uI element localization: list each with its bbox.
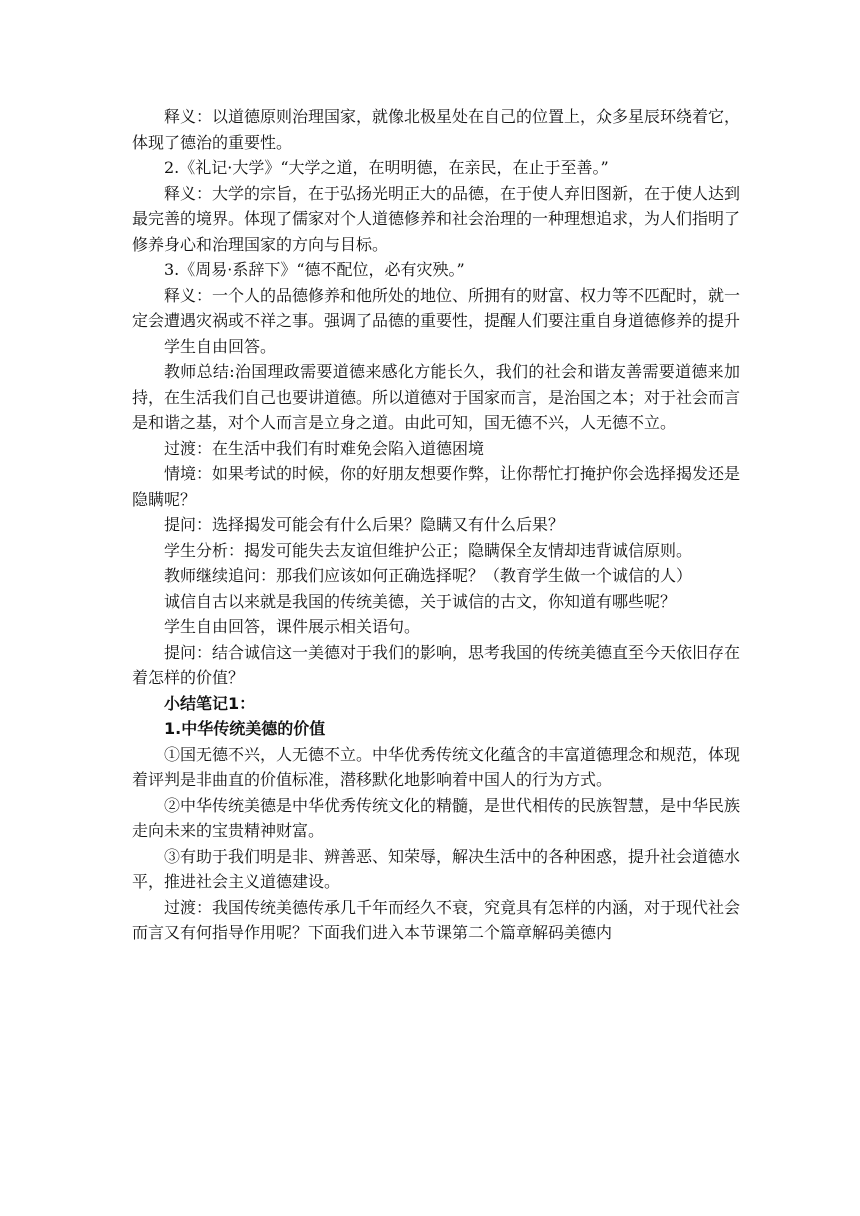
paragraph-quote-liji: 2.《礼记·大学》“大学之道，在明明德，在亲民，在止于至善。” bbox=[164, 158, 609, 177]
paragraph-explanation-polestar: 释义：以道德原则治理国家，就像北极星处在自己的位置上，众多星辰环绕着它，体现了德治的重要性。 bbox=[132, 107, 741, 152]
section-heading-value: 1.中华传统美德的价值 bbox=[164, 719, 326, 738]
paragraph-point-2: ②中华传统美德是中华优秀传统文化的精髓，是世代相传的民族智慧，是中华民族走向未来的宝贵精神财富。 bbox=[132, 795, 741, 840]
paragraph-explanation-zhouyi: 释义：一个人的品德修养和他所处的地位、所拥有的财富、权力等不匹配时，就一定会遭遇灾祸或不祥之事。强调了品德的重要性，提醒人们要注重自身道德修养的提升 bbox=[132, 285, 741, 330]
paragraph-quote-zhouyi: 3.《周易·系辞下》“德不配位，必有灾殃。” bbox=[164, 260, 465, 279]
paragraph-student-answer: 学生自由回答。 bbox=[164, 336, 277, 356]
paragraph-transition-dilemma: 过渡：在生活中我们有时难免会陷入道德困境 bbox=[164, 438, 485, 458]
paragraph-teacher-summary: 教师总结:治国理政需要道德来感化方能长久，我们的社会和谐友善需要道德来加持，在生活我们自己也要讲道德。所以道德对于国家而言，是治国之本；对于社会而言是和谐之基，对个人而言是立身之道。由此可知，国无德不兴，人无德不立。 bbox=[132, 362, 741, 432]
paragraph-student-free-answer: 学生自由回答，课件展示相关语句。 bbox=[164, 617, 421, 636]
paragraph-question-consequences: 提问：选择揭发可能会有什么后果？隐瞒又有什么后果？ bbox=[164, 515, 565, 534]
paragraph-scenario: 情境：如果考试的时候，你的好朋友想要作弊，让你帮忙打掩护你会选择揭发还是隐瞒呢？ bbox=[132, 464, 741, 509]
paragraph-question-value: 提问：结合诚信这一美德对于我们的影响，思考我国的传统美德直至今天依旧存在着怎样的价值？ bbox=[132, 642, 741, 687]
paragraph-transition-next: 过渡：我国传统美德传承几千年而经久不衰，究竟具有怎样的内涵，对于现代社会而言又有何指导作用呢？下面我们进入本节课第二个篇章解码美德内 bbox=[132, 897, 741, 942]
paragraph-student-analysis: 学生分析：揭发可能失去友谊但维护公正；隐瞒保全友情却违背诚信原则。 bbox=[164, 540, 693, 560]
paragraph-integrity-intro: 诚信自古以来就是我国的传统美德，关于诚信的古文，你知道有哪些呢？ bbox=[164, 591, 677, 611]
paragraph-teacher-followup: 教师继续追问：那我们应该如何正确选择呢？（教育学生做一个诚信的人） bbox=[164, 566, 693, 585]
paragraph-point-3: ③有助于我们明是非、辨善恶、知荣辱，解决生活中的各种困惑，提升社会道德水平，推进社会主义道德建设。 bbox=[132, 846, 741, 891]
summary-note-heading: 小结笔记1： bbox=[164, 693, 256, 713]
paragraph-explanation-daxue: 释义：大学的宗旨，在于弘扬光明正大的品德，在于使人弃旧图新，在于使人达到最完善的境界。体现了儒家对个人道德修养和社会治理的一种理想追求，为人们指明了修养身心和治理国家的方向与目标。 bbox=[132, 183, 741, 254]
paragraph-point-1: ①国无德不兴，人无德不立。中华优秀传统文化蕴含的丰富道德理念和规范，体现着评判是非曲直的价值标准，潜移默化地影响着中国人的行为方式。 bbox=[132, 744, 741, 789]
document-page bbox=[132, 104, 740, 946]
